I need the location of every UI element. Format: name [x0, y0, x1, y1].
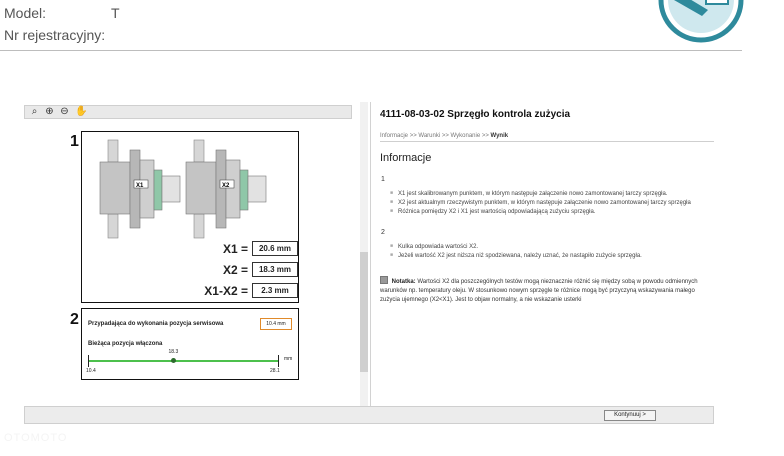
service-position-title: Przypadająca do wykonania pozycja serwisowa: [88, 321, 224, 327]
left-pane-scroll-thumb[interactable]: [360, 252, 368, 372]
position-scale-line: [88, 360, 278, 362]
current-position-label: Bieżąca pozycja włączona: [88, 341, 163, 347]
zoom-fit-icon[interactable]: ⌕: [31, 106, 38, 117]
x2-value: 18.3 mm: [252, 262, 298, 277]
scale-unit-label: mm: [284, 356, 293, 362]
watermark: OTOMOTO: [4, 432, 68, 444]
service-position-panel: [81, 308, 299, 380]
breadcrumb-separator: >>: [441, 133, 449, 139]
list-item: ■ Kulka odpowiada wartości X2.: [390, 243, 478, 250]
breadcrumb-item-wynik: Wynik: [490, 133, 509, 139]
current-position-marker: [171, 358, 176, 363]
clutch-cross-section-illustration: [82, 132, 298, 242]
section-number-1: 1: [381, 176, 385, 183]
info-heading: Informacje: [380, 152, 432, 164]
header-divider: [0, 50, 742, 51]
breadcrumb-item-wykonanie[interactable]: Wykonanie: [450, 133, 481, 139]
scale-max-tick: [278, 355, 279, 367]
step-number-2: 2: [70, 311, 79, 328]
document-divider: [380, 141, 714, 142]
list-item: ■ X2 jest aktualnym rzeczywistym punktem, w którym następuje załączenie nowo zamontowanej tarczy sprzęgła: [390, 199, 691, 206]
registration-label: Nr rejestracyjny:: [4, 27, 106, 43]
document-title: 4111-08-03-02 Sprzęgło kontrola zużycia: [380, 109, 571, 120]
hand-pan-icon[interactable]: ✋: [75, 106, 88, 117]
step-number-1: 1: [70, 133, 79, 150]
scale-min-label: 10.4: [86, 368, 96, 374]
breadcrumb: [380, 133, 508, 139]
model-label: Model:: [4, 5, 47, 21]
model-value: T: [111, 5, 120, 21]
wear-label: X1-X2 =: [204, 284, 248, 298]
x1-marker-label: X1: [136, 183, 144, 189]
x1-label: X1 =: [222, 242, 248, 256]
wear-value: 2.3 mm: [252, 283, 298, 298]
left-pane-scrollbar[interactable]: [360, 102, 368, 406]
breadcrumb-separator: >>: [409, 133, 417, 139]
list-item: ■ Jeżeli wartość X2 jest niższa niż spodziewana, należy uznać, że nastąpiło zużycie sprzęgła.: [390, 252, 642, 259]
note-block: [380, 276, 712, 305]
clutch-measurement-diagram: [81, 131, 299, 303]
wrench-on-laptop-logo-icon: [656, 0, 746, 44]
viewer-toolbar: [24, 105, 352, 119]
x1-value: 20.6 mm: [252, 241, 298, 256]
pane-divider[interactable]: [370, 102, 371, 406]
note-icon: [380, 276, 388, 284]
current-position-value: 18.3: [168, 349, 179, 355]
note-text: Wartości X2 dla poszczególnych testów mogą nieznacznie różnić się między sobą w powodu odmiennych warunków np. temperatury oleju. W stosunkowo nowym sprzęgle te różnice mogą być przyczyną wskazywania małego zużycia ujemnego (X2<X1). Jest to objaw normalny, a nie wskazanie usterki: [380, 279, 698, 303]
breadcrumb-separator: >>: [481, 133, 489, 139]
breadcrumb-item-warunki[interactable]: Warunki: [418, 133, 441, 139]
list-item: ■ Różnica pomiędzy X2 i X1 jest wartością odpowiadającą zużyciu sprzęgła.: [390, 208, 595, 215]
breadcrumb-item-informacje[interactable]: Informacje: [380, 133, 409, 139]
scale-max-label: 28.1: [270, 368, 280, 374]
zoom-in-icon[interactable]: ⊕: [45, 106, 54, 117]
zoom-out-icon[interactable]: ⊖: [60, 106, 69, 117]
list-item: ■ X1 jest skalibrowanym punktem, w którym następuje załączenie nowo zamontowanej tarczy sprzęgła.: [390, 190, 668, 197]
x2-label: X2 =: [222, 263, 248, 277]
x2-marker-label: X2: [222, 183, 230, 189]
scale-min-tick: [88, 355, 89, 367]
service-position-value: 10.4 mm: [260, 318, 292, 330]
note-label: Notatka:: [391, 279, 416, 285]
section-number-2: 2: [381, 229, 385, 236]
continue-button[interactable]: Kontynuuj >: [604, 410, 656, 421]
